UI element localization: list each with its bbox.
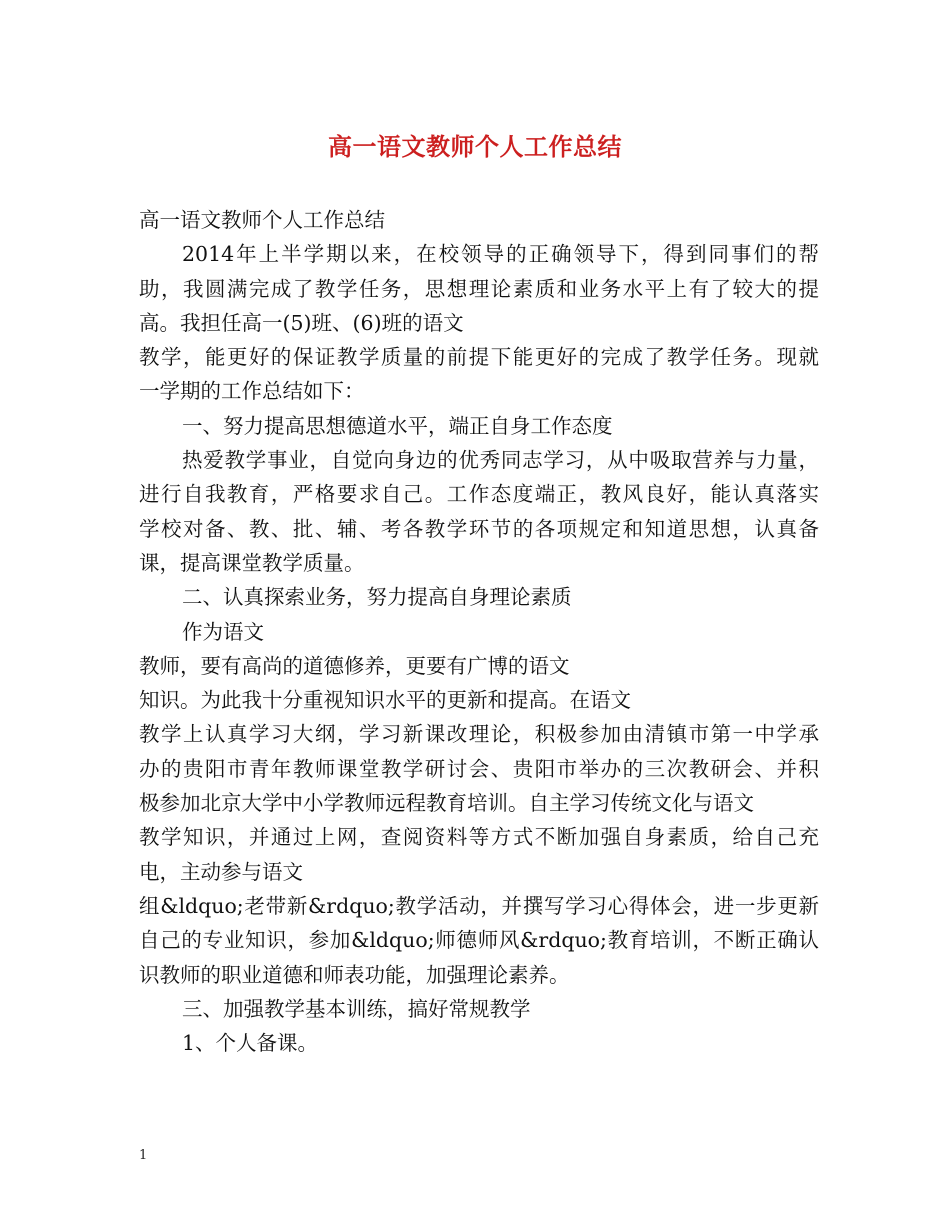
- body-line: 1、个人备课。: [182, 1031, 319, 1056]
- body-line: 学校对备、教、批、辅、考各教学环节的各项规定和知道思想，认真备: [139, 516, 819, 541]
- body-line: 作为语文: [182, 619, 264, 644]
- section-heading-3: 三、加强教学基本训练，搞好常规教学: [182, 996, 531, 1021]
- body-line: 热爱教学事业，自觉向身边的优秀同志学习，从中吸取营养与力量，: [182, 448, 819, 473]
- body-line: 课，提高课堂教学质量。: [139, 550, 365, 575]
- body-line: 教学，能更好的保证教学质量的前提下能更好的完成了教学任务。现就: [139, 345, 819, 370]
- body-line: 极参加北京大学中小学教师远程教育培训。自主学习传统文化与语文: [139, 791, 754, 816]
- body-line: 教学上认真学习大纲，学习新课改理论，积极参加由清镇市第一中学承: [139, 722, 819, 747]
- body-line: 自己的专业知识，参加&ldquo;师德师风&rdquo;教育培训，不断正确认: [139, 928, 819, 953]
- body-line: 一学期的工作总结如下：: [139, 379, 365, 404]
- body-line: 高。我担任高一(5)班、(6)班的语文: [139, 310, 464, 335]
- body-line: 识教师的职业道德和师表功能，加强理论素养。: [139, 962, 570, 987]
- body-line-subtitle: 高一语文教师个人工作总结: [139, 208, 385, 232]
- body-line: 2014年上半学期以来，在校领导的正确领导下，得到同事们的帮: [182, 242, 819, 267]
- body-line: 进行自我教育，严格要求自己。工作态度端正，教风良好，能认真落实: [139, 482, 819, 507]
- body-line: 教师，要有高尚的道德修养，更要有广博的语文: [139, 653, 570, 678]
- body-line: 教学知识，并通过上网，查阅资料等方式不断加强自身素质，给自己充: [139, 825, 819, 850]
- body-line: 电，主动参与语文: [139, 859, 303, 884]
- section-heading-2: 二、认真探索业务，努力提高自身理论素质: [182, 585, 572, 610]
- section-heading-1: 一、努力提高思想德道水平，端正自身工作态度: [182, 413, 613, 438]
- document-body: [139, 203, 819, 1060]
- document-title: 高一语文教师个人工作总结: [328, 132, 622, 161]
- page-number: 1: [139, 1148, 148, 1163]
- body-line: 组&ldquo;老带新&rdquo;教学活动，并撰写学习心得体会，进一步更新: [139, 893, 819, 918]
- body-line: 助，我圆满完成了教学任务，思想理论素质和业务水平上有了较大的提: [139, 276, 819, 301]
- body-line: 知识。为此我十分重视知识水平的更新和提高。在语文: [139, 688, 631, 713]
- body-line: 办的贵阳市青年教师课堂教学研讨会、贵阳市举办的三次教研会、并积: [139, 756, 819, 781]
